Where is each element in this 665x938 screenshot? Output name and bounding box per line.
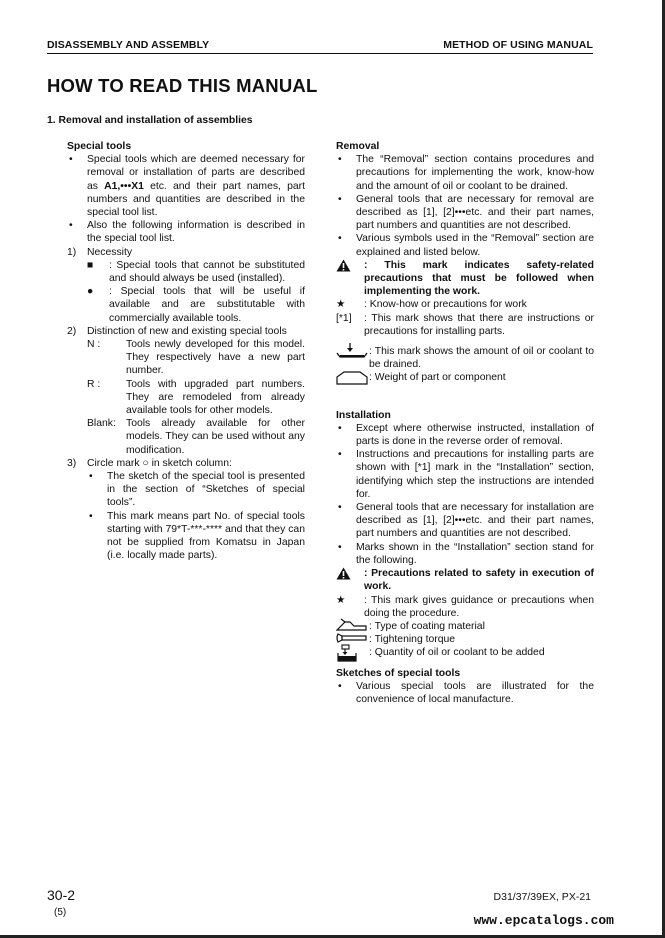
removal-heading: Removal bbox=[336, 141, 380, 152]
list-item bbox=[336, 620, 594, 633]
oil-fill-icon bbox=[336, 644, 362, 662]
revision-number: (5) bbox=[54, 907, 67, 918]
list-item bbox=[336, 422, 594, 448]
sketches-heading: Sketches of special tools bbox=[336, 667, 461, 679]
list-item bbox=[336, 298, 594, 311]
installation-heading: Installation bbox=[336, 409, 391, 421]
necessity-text: : Special tools that cannot be substituted and should always be used (installed). bbox=[109, 259, 305, 285]
special-tools-text-a: Special tools which are deemed necessary for removal or installation of parts are described as bbox=[87, 154, 305, 192]
list-item bbox=[67, 219, 305, 245]
list-item bbox=[336, 567, 594, 593]
coating-text: : Type of coating material bbox=[369, 620, 485, 632]
bullet-mark: • bbox=[338, 449, 342, 461]
list-item bbox=[336, 594, 594, 620]
special-tools-text-b: etc. and their part names, part numbers and quantities are described in the special tool list. bbox=[87, 180, 305, 219]
spacer bbox=[336, 385, 594, 409]
item-number: 3) bbox=[67, 457, 77, 469]
code-mark: Blank: bbox=[87, 418, 116, 430]
bullet-mark: • bbox=[338, 541, 342, 553]
weight-text: : Weight of part or component bbox=[369, 372, 506, 384]
list-item bbox=[67, 378, 305, 418]
square-mark: ■ bbox=[87, 259, 94, 271]
header-section-title: DISASSEMBLY AND ASSEMBLY bbox=[47, 39, 210, 51]
list-item bbox=[336, 232, 594, 258]
bullet-mark: • bbox=[89, 471, 93, 483]
model-name: D31/37/39EX, PX-21 bbox=[493, 891, 591, 903]
special-tools-heading: Special tools bbox=[67, 141, 132, 152]
knowhow-text: : Know-how or precautions for work bbox=[364, 299, 527, 311]
reference-text: : This mark shows that there are instructions or precautions for installing parts. bbox=[364, 312, 594, 337]
code-mark: N : bbox=[87, 339, 101, 351]
removal-text: Various symbols used in the “Removal” section are explained and listed below. bbox=[356, 233, 594, 258]
list-item bbox=[67, 259, 305, 285]
weight-icon bbox=[336, 369, 368, 385]
distinction-text: Tools newly developed for this model. They respectively have a new part number. bbox=[126, 339, 305, 377]
page-title: HOW TO READ THIS MANUAL bbox=[47, 75, 318, 96]
installation-text: Marks shown in the “Installation” section stand for the following. bbox=[356, 541, 594, 566]
circle-mark: ● bbox=[87, 286, 94, 298]
code-mark: R : bbox=[87, 378, 101, 390]
watermark-url: www.epcatalogs.com bbox=[473, 913, 614, 928]
bullet-mark: • bbox=[89, 510, 93, 522]
drain-text: : This mark shows the amount of oil or coolant to be drained. bbox=[369, 346, 594, 371]
circle-mark-item bbox=[67, 457, 305, 470]
installation-text: Instructions and precautions for installing parts are shown with [*1] mark in the “Installation” section, identifying which step the instructions are intended for. bbox=[356, 449, 594, 500]
sketches-text: Various special tools are illustrated for the convenience of local manufacture. bbox=[356, 680, 594, 705]
left-column bbox=[67, 140, 305, 563]
bullet-mark: • bbox=[69, 154, 73, 166]
necessity-text: : Special tools that will be useful if available and are substitutable with commercially available tools. bbox=[109, 286, 305, 324]
list-item bbox=[67, 338, 305, 378]
header-chapter-title: METHOD OF USING MANUAL bbox=[443, 39, 593, 51]
bullet-mark: • bbox=[338, 193, 342, 205]
list-item bbox=[336, 345, 594, 371]
bullet-mark: • bbox=[338, 680, 342, 692]
distinction-text: Tools already available for other models. They can be used without any modification. bbox=[126, 418, 305, 456]
star-icon: ★ bbox=[336, 594, 346, 606]
circle-mark-text: The sketch of the special tool is presented in the section of “Sketches of special tools”. bbox=[107, 471, 305, 509]
circle-mark-text: This mark means part No. of special tools starting with 79*T-***-**** and that they can not be supplied from Komatsu in Japan (i.e. locally made parts). bbox=[107, 510, 305, 562]
distinction-text: Tools with upgraded part numbers. They are remodeled from already available tools for other models. bbox=[126, 378, 305, 417]
warning-icon bbox=[336, 259, 362, 276]
tool-code-range: A1,•••X1 bbox=[104, 180, 144, 192]
list-item bbox=[67, 153, 305, 219]
list-item bbox=[336, 371, 594, 384]
circle-mark-label: Circle mark ○ in sketch column: bbox=[87, 457, 232, 469]
item-number: 1) bbox=[67, 246, 77, 258]
list-item bbox=[336, 680, 594, 706]
oil-fill-text: : Quantity of oil or coolant to be added bbox=[369, 647, 545, 659]
list-item bbox=[336, 541, 594, 567]
drain-icon bbox=[336, 343, 368, 359]
spacer bbox=[336, 338, 594, 345]
necessity-item bbox=[67, 246, 305, 259]
warning-text: : This mark indicates safety-related precautions that must be followed when implementing the work. bbox=[364, 259, 594, 298]
list-item bbox=[336, 646, 594, 659]
bullet-mark: • bbox=[69, 220, 73, 232]
list-item bbox=[336, 193, 594, 233]
installation-text: Except where otherwise instructed, installation of parts is done in the reverse order of removal. bbox=[356, 422, 594, 448]
bullet-mark: • bbox=[338, 422, 342, 434]
warning-icon bbox=[336, 567, 362, 584]
distinction-item bbox=[67, 325, 305, 338]
bullet-mark: • bbox=[338, 233, 342, 245]
list-item bbox=[336, 633, 594, 646]
guidance-text: : This mark gives guidance or precautions when doing the procedure. bbox=[364, 594, 594, 619]
bullet-mark: • bbox=[338, 502, 342, 514]
page-number: 30-2 bbox=[47, 887, 76, 903]
installation-text: General tools that are necessary for installation are described as [1], [2]•••etc. and their part names, part numbers and quantities are not described. bbox=[356, 502, 594, 540]
list-item bbox=[67, 417, 305, 457]
section-heading: 1. Removal and installation of assemblies bbox=[47, 115, 253, 126]
list-item bbox=[336, 501, 594, 541]
item-number: 2) bbox=[67, 325, 77, 337]
necessity-label: Necessity bbox=[87, 246, 133, 258]
coating-icon bbox=[336, 618, 368, 632]
header-rule bbox=[47, 53, 593, 54]
list-item bbox=[336, 312, 594, 338]
list-item bbox=[67, 285, 305, 325]
star-icon: ★ bbox=[336, 299, 346, 311]
right-column bbox=[336, 140, 594, 706]
distinction-label: Distinction of new and existing special tools bbox=[87, 325, 287, 337]
spacer bbox=[336, 660, 594, 667]
torque-text: : Tightening torque bbox=[369, 634, 456, 646]
list-item bbox=[336, 448, 594, 501]
list-item bbox=[67, 470, 305, 510]
list-item bbox=[67, 510, 305, 563]
list-item bbox=[336, 153, 594, 193]
removal-text: General tools that are necessary for removal are described as [1], [2]•••etc. and their part names, part numbers and quantities are not described. bbox=[356, 193, 594, 232]
reference-mark: [*1] bbox=[336, 312, 352, 324]
torque-wrench-icon bbox=[336, 631, 368, 645]
removal-text: The “Removal” section contains procedures and precautions for implementing the work, know-how and the amount of oil or coolant to be drained. bbox=[356, 154, 594, 192]
bullet-mark: • bbox=[338, 154, 342, 166]
warning-text: : Precautions related to safety in execution of work. bbox=[364, 568, 594, 593]
list-item bbox=[336, 259, 594, 299]
special-tools-text-c: Also the following information is described in the special tool list. bbox=[87, 220, 305, 245]
